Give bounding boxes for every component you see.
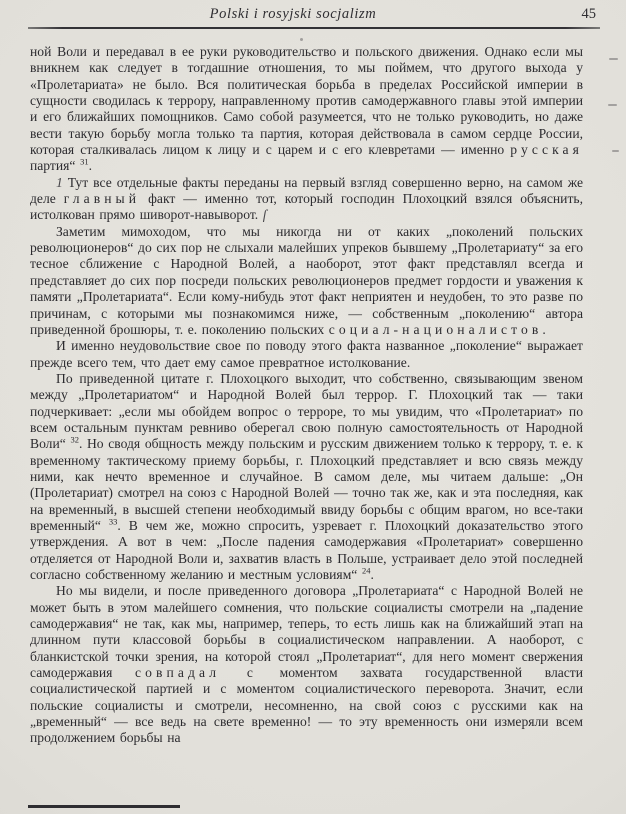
running-title: Polski i rosyjski socjalizm — [209, 6, 377, 22]
footnote-separator — [28, 805, 180, 808]
text-run: По приведенной цитате г. Плохоцкого выходит, что собственно, связывающим звеном между „Пролетариатом“ и Народной Волей был террор. Г. Плохоцкий так — таки подчеркивает: „если мы обойдем вопрос о терроре, то мы увидим, что «Пролетариат» по всем остальным пунктам ревниво оберегал свою полную самостоятельность от Народной Воли“ — [30, 370, 583, 452]
footnote-ref: 24 — [361, 565, 371, 576]
pen-mark: ſ — [258, 207, 267, 223]
emphasized-text: русская — [510, 142, 583, 158]
scan-speck — [300, 38, 303, 41]
text-run: моментом захвата государственной власти социалистической партией и с моментом социалистического переворота. Значит, если польские социалисты и смотрели, несомненно, на свой союз с русскими как на „временный“ — все ведь на свете временно! — то эту временность они измеряли всем продолжением борьбы на — [30, 665, 584, 746]
text-run: . Но сводя общность между польским и русским движением только к террору, т. е. к временному тактическому приему борьбы, г. Плохоцкий представляет и всю связь между ними, как нечто временное и случайное. В самом деле, мы читаем дальше: „Он (Пролетариат) смотрел на союз с Народной Волей — точно так же, как и эта последняя, как на временный, в высшей степени необходимый ввиду борьбы с общим врагом, но все-таки временный“ — [30, 436, 583, 533]
text-run: И именно неудовольствие свое по поводу этого факта названное „поколение“ выражает прежде всего тем, что дает ему самое превратное истолкование. — [30, 338, 583, 370]
scan-artifact — [609, 58, 618, 60]
text-run: . — [88, 158, 92, 174]
pen-mark: 1 — [56, 174, 68, 190]
paragraph — [30, 338, 583, 371]
text-run: факт — именно тот, который господин Плохоцкий взялся объяснить, истолкован прямо шиворот-навыворот. — [30, 191, 583, 223]
scan-artifact — [612, 150, 619, 152]
text-block — [30, 44, 583, 747]
paragraph — [30, 583, 583, 746]
emphasized-text: совпадал с — [135, 665, 257, 681]
footnote-ref: 31 — [80, 156, 89, 167]
paragraph — [30, 224, 583, 338]
text-run: Заметим мимоходом, что мы никогда ни от каких „поколений польских революционеров“ до сих пор не слыхали малейших упреков бывшему „Пролетариату“ за его тесное сближение с Народной Волей, а наоборот, этот факт представлял всегда и представляет до сих пор посреди польских революционеров предмет гордости и уважения к памяти „Пролетариата“. Если кому-нибудь этот факт неприятен и неудобен, то это разве по причинам, с которыми мы познакомимся ниже, — собственным „поколению“ автора приведенной брошюры, т. е. поколению польских — [30, 223, 583, 337]
paragraph — [30, 371, 583, 583]
text-run: партия“ — [30, 158, 81, 174]
header-rule — [28, 27, 600, 29]
paragraph — [30, 175, 583, 224]
paragraph — [30, 44, 583, 175]
page-number: 45 — [581, 6, 596, 22]
text-run: . — [370, 567, 374, 582]
text-run: . В чем же, можно спросить, узревает г. Плохоцкий доказательство этого утверждения. А вот в чем: „После падения самодержавия «Пролетариат» совершенно отделяется от Народной Воли и, захватив власть в Польше, устраивает дело этой последней согласно собственному желанию и местным условиям“ — [30, 517, 584, 582]
text-run: ной Воли и передавал в ее руки руководительство и польского движения. Однако если мы вникнем как следует в тогдашние отношения, то мы поймем, что другого выхода у «Пролетариата» не было. Вся политическая борьба в пределах Российской империи в сущности сводилась к террору, направленному против самодержавного главы этой империи и его ближайших помощников. Само собой разумеется, что не только руководить, но даже вести такую борьбу могла только та партия, которая действовала в самом сердце России, которая сталкивалась лицом к лицу и с царем и с его клевретами — именно — [30, 44, 583, 158]
text-run: . — [542, 321, 546, 337]
emphasized-text: главный — [63, 191, 141, 207]
running-head — [0, 6, 626, 26]
text-run: Но мы видели, и после приведенного договора „Пролетариата“ с Народной Волей не может быть в этом малейшего сомнения, что польские социалисты смотрели на „падение самодержавия“ не так, как мы, например, теперь, то есть лишь как на ближайший этап на длинном пути классовой борьбы в социалистическом направлении. А наоборот, с бланкистской точки зрения, на которой стоял „Пролетариат“, для него момент свержения самодержавия — [30, 583, 583, 681]
footnote-ref: 33 — [108, 516, 118, 527]
footnote-ref: 32 — [70, 434, 79, 445]
text-run: Тут все отдельные факты переданы на первый взгляд совершенно верно, на самом же деле — [30, 174, 583, 207]
emphasized-text: социал-националистов — [328, 321, 543, 337]
scan-artifact — [608, 104, 617, 106]
